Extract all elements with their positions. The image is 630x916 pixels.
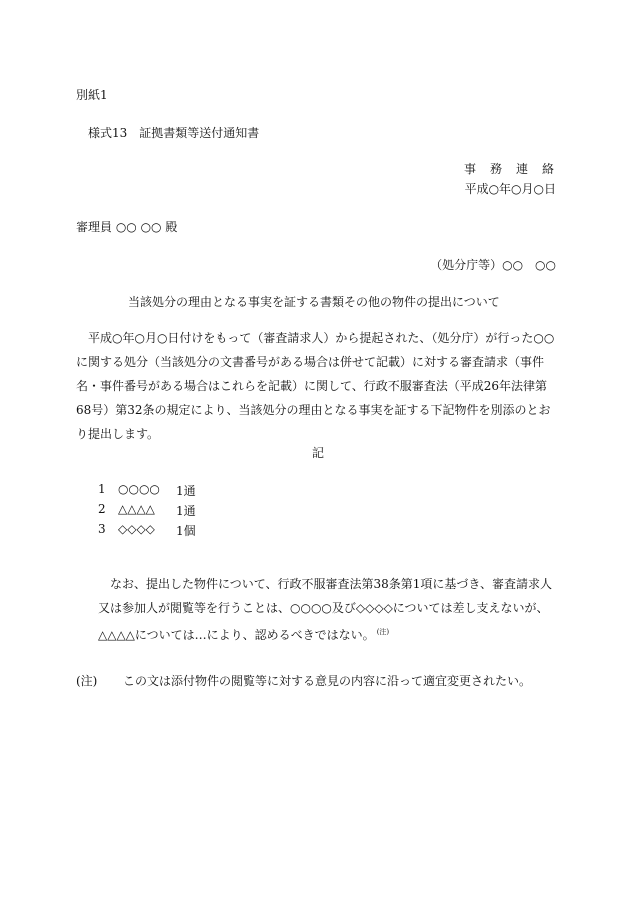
list-item xyxy=(98,502,216,522)
attachment-label: 別紙1 xyxy=(76,88,108,102)
note-paragraph xyxy=(98,572,558,647)
letter-type-label: 事務連絡 xyxy=(463,162,568,176)
footnote-text: この文は添付物件の閲覧等に対する意見の内容に沿って適宜変更されたい。 xyxy=(123,674,532,688)
list-item xyxy=(98,522,216,542)
note-marker: (注) xyxy=(376,628,390,636)
item-name: ◇◇◇◇ xyxy=(118,522,155,536)
form-title: 様式13 証拠書類等送付通知書 xyxy=(88,126,260,140)
item-quantity: 1通 xyxy=(176,484,196,498)
footnote-label: (注) xyxy=(76,674,98,688)
subject-line: 当該処分の理由となる事実を証する書類その他の物件の提出について xyxy=(128,295,500,309)
footnote xyxy=(76,672,531,689)
item-number: 3 xyxy=(98,522,106,536)
item-number: 1 xyxy=(98,482,106,496)
item-quantity: 1個 xyxy=(176,524,196,538)
sender: （処分庁等）○○ ○○ xyxy=(430,258,556,272)
item-number: 2 xyxy=(98,502,106,516)
addressee: 審理員 ○○ ○○ 殿 xyxy=(76,220,178,234)
item-name: △△△△ xyxy=(118,502,155,516)
letter-date: 平成○年○月○日 xyxy=(464,182,556,196)
body-paragraph: 平成○年○月○日付けをもって（審査請求人）から提起された、（処分庁）が行った○○に関する処分（当該処分の文書番号がある場合は併せて記載）に対する審査請求（事件名・事件番号がある場合はこれらを記載）に関して、行政不服審査法（平成26年法律第68号）第32条の規定により、当該処分の理由となる事実を証する下記物件を別添のとおり提出します。 xyxy=(76,331,555,441)
list-item xyxy=(98,482,216,502)
note-text: なお、提出した物件について、行政不服審査法第38条第1項に基づき、審査請求人又は参加人が閲覧等を行うことは、○○○○及び◇◇◇◇については差し支えないが、△△△△については…により、認めるべきではない。 xyxy=(98,577,552,642)
item-name: ○○○○ xyxy=(118,482,160,496)
ki-label: 記 xyxy=(312,446,325,460)
item-quantity: 1通 xyxy=(176,504,196,518)
